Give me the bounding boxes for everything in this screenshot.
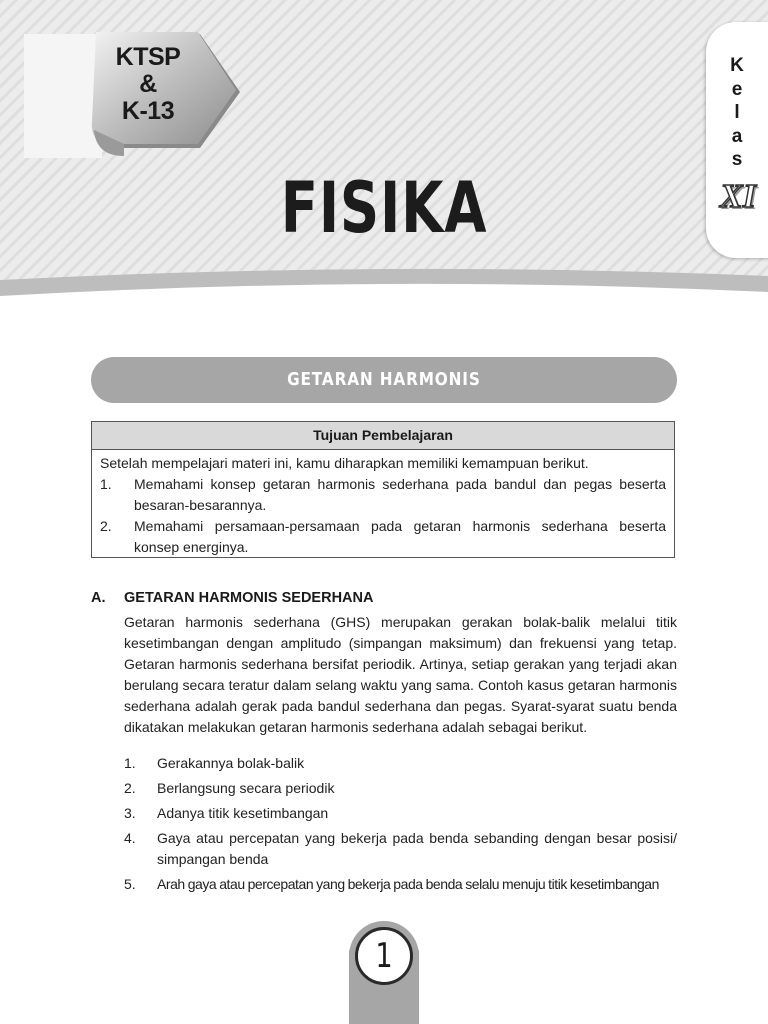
objective-item: [100, 516, 666, 558]
list-item-number: 5.: [124, 876, 136, 892]
objective-number: 1.: [100, 476, 112, 492]
kelas-letter: l: [734, 102, 740, 123]
kelas-letter: K: [730, 55, 744, 76]
list-item-number: 4.: [124, 830, 136, 846]
section-title: GETARAN HARMONIS SEDERHANA: [124, 590, 374, 606]
list-item-text: Gerakannya bolak-balik: [157, 755, 305, 771]
list-item: [124, 778, 677, 799]
chapter-banner: [91, 357, 677, 403]
objectives-heading: Tujuan Pembelajaran: [92, 422, 674, 450]
page-number-badge: [355, 927, 413, 985]
list-item-text: Gaya atau percepatan yang bekerja pada benda sebanding dengan besar posisi/ simpangan benda: [157, 830, 677, 867]
list-item: [124, 874, 677, 895]
chapter-title: GETARAN HARMONIS: [287, 369, 481, 390]
badge-line-1: KTSP: [115, 43, 181, 71]
list-item: [124, 828, 677, 870]
section-heading: [91, 588, 677, 608]
kelas-label: [722, 54, 752, 172]
list-item-text: Berlangsung secara periodik: [157, 780, 335, 796]
list-item-number: 2.: [124, 780, 136, 796]
badge-line-3: K-13: [121, 97, 175, 125]
list-item: [124, 753, 677, 774]
section-paragraph: Getaran harmonis sederhana (GHS) merupakan gerakan bolak-balik melalui titik kesetimbangan dengan amplitudo (simpangan maksimum) dan frekuensi yang tetap. Getaran harmonis sederhana bersifat periodik. Artinya, setiap gerakan yang terjadi akan berulang secara teratur dalam selang waktu yang sama. Contoh kasus getaran harmonis sederhana adalah gerak pada bandul sederhana dan pegas. Syarat-syarat suatu benda dikatakan melakukan getaran harmonis sederhana adalah sebagai berikut.: [124, 614, 677, 735]
badge-label: [100, 44, 196, 125]
header-wave-divider: [0, 262, 768, 322]
objectives-intro: Setelah mempelajari materi ini, kamu diharapkan memiliki kemampuan berikut.: [100, 455, 589, 471]
book-title: FISIKA: [280, 167, 488, 249]
list-item: [124, 803, 677, 824]
objective-text: Memahami konsep getaran harmonis sederhana pada bandul dan pegas beserta besaran-besarannya.: [134, 476, 666, 513]
learning-objectives-box: [91, 421, 675, 558]
criteria-list: [124, 753, 677, 899]
objective-text: Memahami persamaan-persamaan pada getaran harmonis sederhana beserta konsep energinya.: [134, 518, 666, 555]
list-item-text: Adanya titik kesetimbangan: [157, 805, 329, 821]
section-letter: A.: [91, 590, 106, 606]
list-item-text: Arah gaya atau percepatan yang bekerja pada benda selalu menuju titik kesetimbangan: [157, 876, 659, 892]
page-number: 1: [375, 936, 393, 976]
kelas-letter: e: [731, 78, 743, 100]
badge-line-2: &: [139, 70, 157, 98]
list-item-number: 3.: [124, 805, 136, 821]
objectives-body: [92, 450, 674, 558]
objective-number: 2.: [100, 518, 112, 534]
kelas-letter: s: [731, 149, 743, 170]
objective-item: [100, 474, 666, 516]
list-item-number: 1.: [124, 755, 136, 771]
kelas-letter: a: [731, 125, 743, 147]
kelas-grade: XI: [720, 178, 756, 215]
